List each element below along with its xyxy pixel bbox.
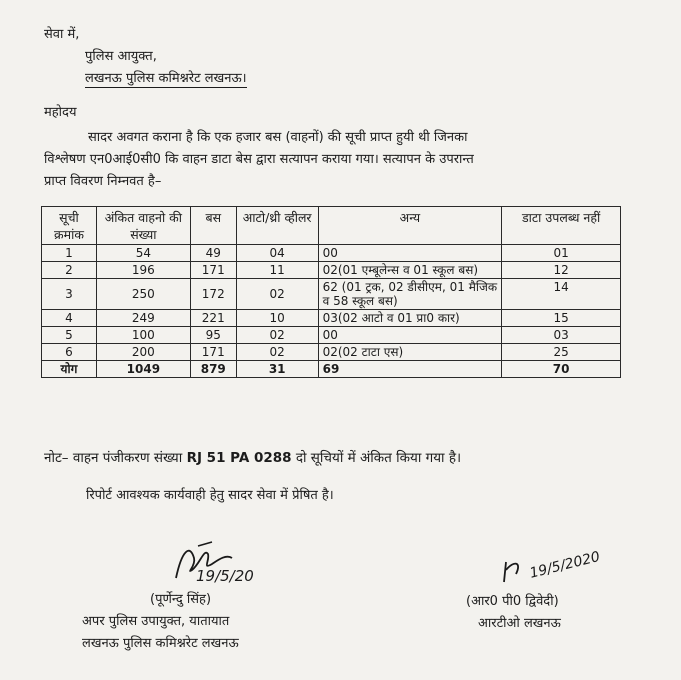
signatory-left-office: लखनऊ पुलिस कमिश्नरेट लखनऊ [82,636,239,651]
note-suffix: दो सूचियों में अंकित किया गया है। [295,450,462,466]
vehicle-verification-table [41,206,621,378]
table-total-row [42,361,621,378]
cell-bus: 49 [190,245,236,262]
recipient-line1: पुलिस आयुक्त, [85,49,157,64]
signatory-right-name: (आर0 पी0 द्विवेदी) [466,594,559,609]
cell-total-count: 1049 [96,361,190,378]
cell-bus: 172 [190,279,236,310]
cell-count: 200 [96,344,190,361]
cell-other: 02(01 एम्बूलेन्स व 01 स्कूल बस) [318,262,502,279]
cell-auto: 04 [236,245,318,262]
cell-serial: 5 [42,327,97,344]
table-row [42,279,621,310]
cell-total-bus: 879 [190,361,236,378]
header-data-unavailable: डाटा उपलब्ध नहीं [502,207,621,245]
cell-other: 02(02 टाटा एस) [318,344,502,361]
cell-total-na: 70 [502,361,621,378]
table-header-row [42,207,621,245]
signatory-left-name: (पूर्णेन्दु सिंह) [150,592,212,607]
cell-na: 12 [502,262,621,279]
cell-na: 14 [502,279,621,310]
header-vehicle-count: अंकित वाहनो की संख्या [96,207,190,245]
cell-auto: 11 [236,262,318,279]
address-term: महोदय [44,105,77,120]
cell-bus: 171 [190,262,236,279]
table-row [42,245,621,262]
cell-count: 249 [96,310,190,327]
cell-total-auto: 31 [236,361,318,378]
closing-line: रिपोर्ट आवश्यक कार्यवाही हेतु सादर सेवा में प्रेषित है। [86,488,334,503]
cell-na: 15 [502,310,621,327]
salutation: सेवा में, [44,27,80,42]
cell-count: 250 [96,279,190,310]
table-row [42,327,621,344]
cell-auto: 02 [236,279,318,310]
paragraph-line-3: प्राप्त विवरण निम्नवत है– [44,174,162,189]
cell-total-other: 69 [318,361,502,378]
header-serial: सूची क्रमांक [42,207,97,245]
table-row [42,310,621,327]
cell-count: 196 [96,262,190,279]
cell-count: 100 [96,327,190,344]
recipient-line2: लखनऊ पुलिस कमिश्नरेट लखनऊ। [85,71,247,86]
cell-na: 03 [502,327,621,344]
cell-other: 03(02 आटो व 01 प्रा0 कार) [318,310,502,327]
note-line [44,450,461,466]
cell-auto: 02 [236,344,318,361]
table-row [42,344,621,361]
cell-auto: 02 [236,327,318,344]
cell-bus: 95 [190,327,236,344]
note-reg-number: RJ 51 PA 0288 [186,450,292,466]
note-prefix: नोट– वाहन पंजीकरण संख्या [44,450,183,466]
header-auto: आटो/थ्री व्हीलर [236,207,318,245]
cell-serial: 6 [42,344,97,361]
cell-na: 01 [502,245,621,262]
signatory-left-designation: अपर पुलिस उपायुक्त, यातायात [82,614,230,629]
cell-total-label: योग [42,361,97,378]
cell-serial: 2 [42,262,97,279]
signature-right-date: 19/5/2020 [528,548,602,582]
cell-bus: 171 [190,344,236,361]
cell-na: 25 [502,344,621,361]
cell-other: 62 (01 ट्रक, 02 डीसीएम, 01 मैजिक व 58 स्कूल बस) [318,279,502,310]
cell-other: 00 [318,245,502,262]
cell-auto: 10 [236,310,318,327]
cell-other: 00 [318,327,502,344]
cell-serial: 1 [42,245,97,262]
signature-left-date: 19/5/20 [196,567,254,585]
cell-serial: 4 [42,310,97,327]
table-row [42,262,621,279]
paragraph-line-1: सादर अवगत कराना है कि एक हजार बस (वाहनों) की सूची प्राप्त हुयी थी जिनका [88,130,468,145]
header-other: अन्य [318,207,502,245]
signatory-right-designation: आरटीओ लखनऊ [478,616,561,631]
cell-count: 54 [96,245,190,262]
cell-bus: 221 [190,310,236,327]
header-bus: बस [190,207,236,245]
cell-serial: 3 [42,279,97,310]
paragraph-line-2: विश्लेषण एन0आई0सी0 कि वाहन डाटा बेस द्वारा सत्यापन कराया गया। सत्यापन के उपरान्त [44,152,474,167]
